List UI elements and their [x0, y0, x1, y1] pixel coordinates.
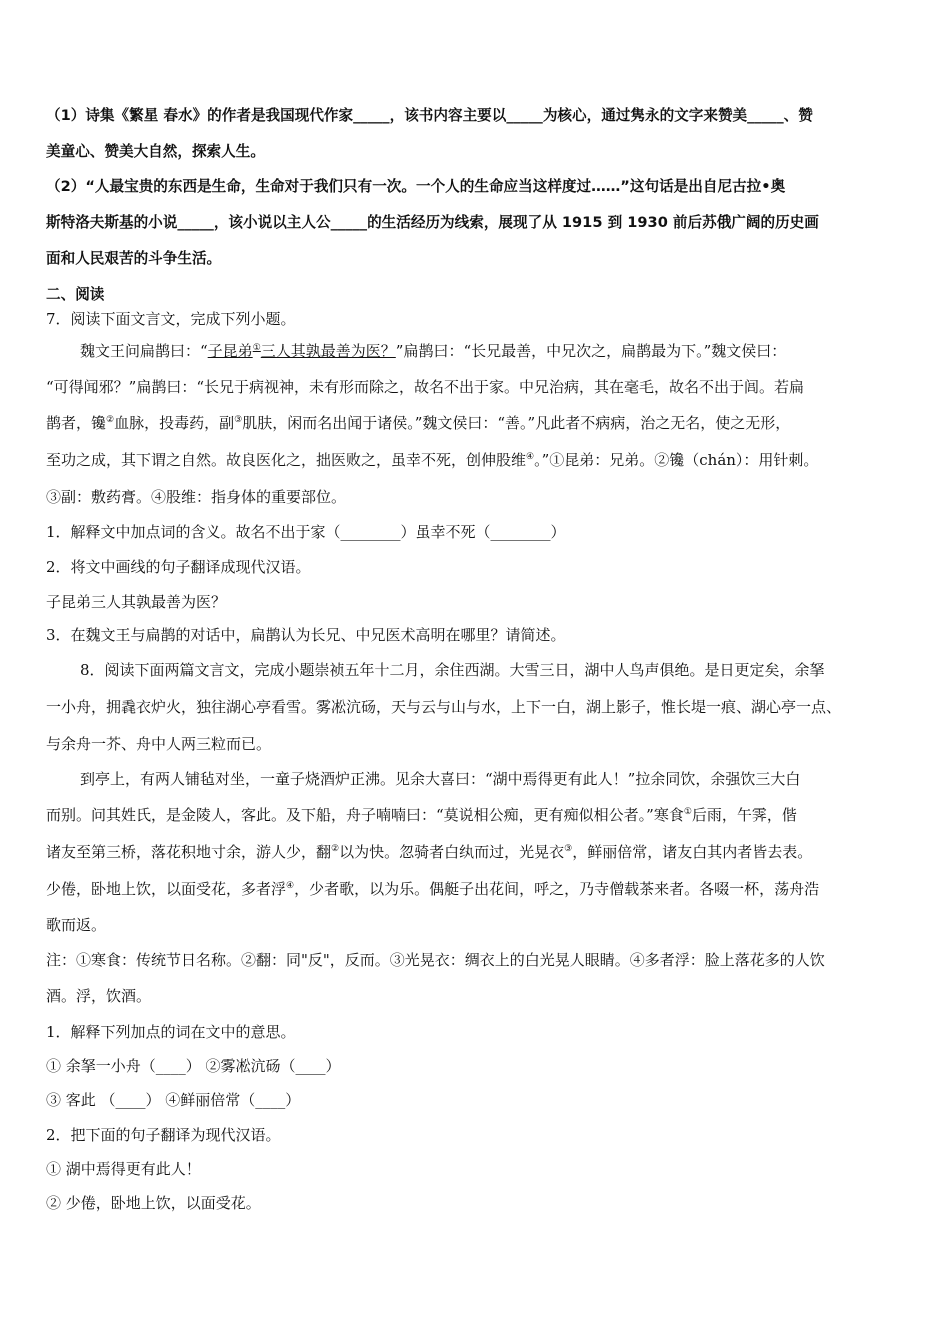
q7-p3-a: 鹊者，镵: [46, 414, 107, 432]
q8-passage-line-8: 歌而返。: [46, 916, 107, 934]
q7-p3-c: 肌肤，闲而名出闻于诸侯。”魏文侯曰：“善。”凡此者不病病，治之无名，使之无形，: [242, 414, 791, 432]
q7-passage-line-4: [46, 449, 818, 470]
q7-passage-line-1: [80, 340, 786, 361]
q1-line-2: 美童心、赞美大自然，探索人生。: [46, 143, 265, 160]
q8-passage-line-7: [46, 878, 819, 899]
q7-subquestion-3: 3．在魏文王与扁鹊的对话中，扁鹊认为长兄、中兄医术高明在哪里？请简述。: [46, 626, 566, 644]
q8-subquestion-1-items-b: ③ 客此 （____） ④鲜丽倍常（____）: [46, 1091, 301, 1109]
q7-p1-pre: 魏文王问扁鹊曰：“: [80, 342, 208, 360]
q8-passage-line-6: [46, 841, 812, 862]
q7-p3-b: 血脉，投毒药，副: [114, 414, 235, 432]
q7-passage-line-3: [46, 412, 790, 433]
footnote-marker-1: ①: [683, 807, 692, 817]
q7-p4-b: 。”①昆弟：兄弟。②镵（chán）：用针刺。: [534, 451, 819, 469]
q2-line-1: （2）“人最宝贵的东西是生命，生命对于我们只有一次。一个人的生命应当这样度过……”这句话是出自尼古拉•奥: [46, 178, 786, 195]
underlined-sentence-a: 子昆弟: [207, 342, 253, 360]
q7-p1-post: ”扁鹊曰：“长兄最善，中兄次之，扁鹊最为下。”魏文侯曰：: [395, 342, 787, 360]
q8-passage-line-2: 一小舟，拥毳衣炉火，独往湖心亭看雪。雾凇沆砀，天与云与山与水，上下一白，湖上影子，惟长堤一痕、湖心亭一点、: [46, 698, 842, 716]
underlined-sentence-b: 三人其孰最善为医？: [260, 342, 396, 360]
footnote-marker-2: ②: [331, 844, 340, 854]
q8-passage-line-4: 到亭上，有两人铺毡对坐，一童子烧酒炉正沸。见余大喜曰：“湖中焉得更有此人！”拉余同饮，余强饮三大白: [80, 770, 801, 788]
q7-subquestion-2: 2．将文中画线的句子翻译成现代汉语。: [46, 558, 311, 576]
q8-passage-line-3: 与余舟一芥、舟中人两三粒而已。: [46, 735, 272, 753]
footnote-marker-1: ①: [252, 343, 261, 353]
q1-line-1: （1）诗集《繁星 春水》的作者是我国现代作家_____，该书内容主要以_____为核心，通过隽永的文字来赞美_____、赞: [46, 107, 813, 124]
q7-intro: 7．阅读下面文言文，完成下列小题。: [46, 310, 296, 328]
section-heading-reading: 二、阅读: [46, 286, 105, 303]
footnote-marker-3: ③: [234, 415, 243, 425]
q8-note-line-1: 注：①寒食：传统节日名称。②翻：同"反"，反而。③光晃衣：绸衣上的白光晃人眼睛。④多者浮：脸上落花多的人饮: [46, 951, 825, 969]
q8-subquestion-1: 1．解释下列加点的词在文中的意思。: [46, 1023, 296, 1041]
footnote-marker-4: ④: [526, 452, 535, 462]
q8-p6-a: 诸友至第三桥，落花积地寸余，游人少，翻: [46, 843, 332, 861]
q8-note-line-2: 酒。浮，饮酒。: [46, 987, 152, 1005]
footnote-marker-4: ④: [286, 881, 295, 891]
q2-line-2: 斯特洛夫斯基的小说_____，该小说以主人公_____的生活经历为线索，展现了从 1915 到 1930 前后苏俄广阔的历史画: [46, 214, 819, 231]
q8-p7-b: ，少者歌，以为乐。偶艇子出花间，呼之，乃寺僧载茶来者。各啜一杯，荡舟浩: [294, 880, 820, 898]
footnote-marker-2: ②: [106, 415, 115, 425]
q8-subquestion-2-item-a: ① 湖中焉得更有此人！: [46, 1160, 201, 1178]
q8-p7-a: 少倦，卧地上饮，以面受花，多者浮: [46, 880, 287, 898]
q7-subquestion-2-sentence: 子昆弟三人其孰最善为医？: [46, 593, 227, 611]
q8-p6-c: ，鲜丽倍常，诸友白其内者皆去表。: [572, 843, 813, 861]
q7-passage-line-2: “可得闻邪？”扁鹊曰：“长兄于病视神，未有形而除之，故名不出于家。中兄治病，其在毫毛，故名不出于闾。若扁: [46, 378, 805, 396]
q8-subquestion-2: 2．把下面的句子翻译为现代汉语。: [46, 1126, 281, 1144]
q8-p6-b: 以为快。忽骑者白纨而过，光晃衣: [339, 843, 565, 861]
q8-p5-b: 后雨，午霁，偕: [691, 806, 797, 824]
q8-p5-a: 而别。问其姓氏，是金陵人，客此。及下船，舟子喃喃曰：“莫说相公痴，更有痴似相公者。”寒食: [46, 806, 684, 824]
q8-passage-line-1: 8．阅读下面两篇文言文，完成小题崇祯五年十二月，余住西湖。大雪三日，湖中人鸟声俱绝。是日更定矣，余拏: [80, 661, 825, 679]
q8-subquestion-1-items-a: ① 余拏一小舟（____） ②雾凇沆砀（____）: [46, 1057, 341, 1075]
q8-passage-line-5: [46, 804, 797, 825]
q7-passage-line-5: ③副：敷药膏。④股维：指身体的重要部位。: [46, 488, 347, 506]
footnote-marker-3: ③: [564, 844, 573, 854]
q2-line-3: 面和人民艰苦的斗争生活。: [46, 250, 222, 267]
q7-p4-a: 至功之成，其下谓之自然。故良医化之，拙医败之，虽幸不死，创伸股维: [46, 451, 527, 469]
q8-subquestion-2-item-b: ② 少倦，卧地上饮，以面受花。: [46, 1194, 261, 1212]
q7-subquestion-1: 1．解释文中加点词的含义。故名不出于家（________）虽幸不死（________）: [46, 523, 566, 541]
